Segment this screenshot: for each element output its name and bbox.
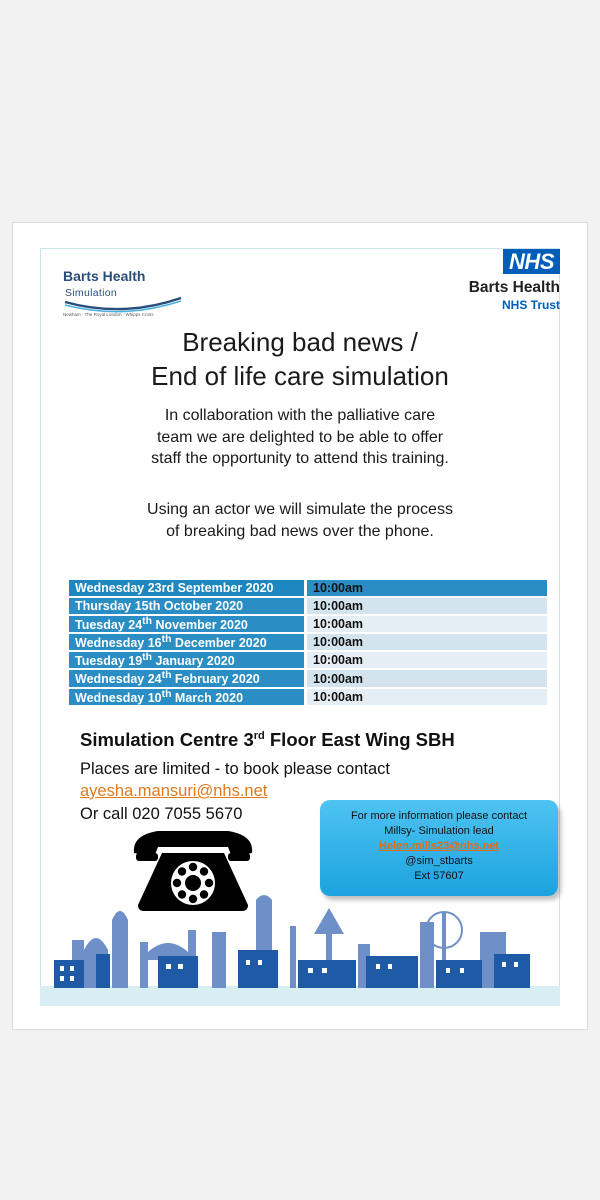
- session-row: [69, 580, 547, 596]
- session-row: [69, 689, 547, 705]
- intro-line: In collaboration with the palliative care: [164, 407, 436, 424]
- sim-logo-subtitle: Simulation: [65, 287, 118, 299]
- info-line: Millsy- Simulation lead: [384, 825, 494, 837]
- session-date: Tuesday 24th November 2020: [69, 616, 307, 632]
- session-time: 10:00am: [307, 598, 547, 614]
- nhs-logo: [469, 249, 560, 312]
- nhs-badge: NHS: [503, 249, 560, 274]
- page-title: [40, 325, 560, 393]
- info-extension: Ext 57607: [414, 870, 464, 882]
- session-date: Tuesday 19th January 2020: [69, 652, 307, 668]
- session-time: 10:00am: [307, 652, 547, 668]
- session-date: Wednesday 10th March 2020: [69, 689, 307, 705]
- session-date: Thursday 15th October 2020: [69, 598, 307, 614]
- session-time: 10:00am: [307, 689, 547, 705]
- session-table: [69, 578, 547, 707]
- session-time: 10:00am: [307, 670, 547, 686]
- london-skyline-illustration: [40, 890, 560, 1006]
- info-line: For more information please contact: [350, 810, 528, 822]
- session-row: [69, 652, 547, 668]
- session-row: [69, 634, 547, 650]
- session-row: [69, 598, 547, 614]
- session-row: [69, 616, 547, 632]
- intro-line: of breaking bad news over the phone.: [166, 522, 434, 540]
- booking-text: Places are limited - to book please contact: [80, 760, 390, 778]
- session-time: 10:00am: [307, 616, 547, 632]
- session-date: Wednesday 24th February 2020: [69, 670, 307, 686]
- session-row: [69, 670, 547, 686]
- session-date: Wednesday 16th December 2020: [69, 634, 307, 650]
- nhs-trust: NHS Trust: [501, 298, 560, 312]
- intro-line: team we are delighted to be able to offer: [156, 428, 444, 446]
- intro-paragraph-2: [40, 499, 560, 542]
- booking-phone-text: Or call 020 7055 5670: [80, 805, 243, 823]
- intro-line: staff the opportunity to attend this training.: [151, 450, 449, 467]
- sim-logo-title: Barts Health: [63, 268, 146, 284]
- session-date: Wednesday 23rd September 2020: [69, 580, 307, 596]
- title-line-2: End of life care simulation: [151, 361, 449, 391]
- info-handle: @sim_stbarts: [405, 855, 473, 867]
- barts-simulation-logo: [63, 268, 193, 320]
- intro-line: Using an actor we will simulate the process: [147, 501, 453, 518]
- info-box: [320, 800, 558, 896]
- session-time: 10:00am: [307, 580, 547, 596]
- title-line-1: Breaking bad news /: [182, 327, 418, 357]
- nhs-organisation: Barts Health: [468, 279, 560, 296]
- booking-email-link[interactable]: ayesha.mansuri@nhs.net: [80, 782, 268, 800]
- venue-heading: Simulation Centre 3rd Floor East Wing SBH: [80, 729, 455, 750]
- sim-logo-tagline: Newham · The Royal London · Whipps Cross: [63, 312, 154, 317]
- intro-paragraph-1: [40, 405, 560, 470]
- session-time: 10:00am: [307, 634, 547, 650]
- info-email-link[interactable]: Helen.mills23@nhs.net: [378, 840, 500, 852]
